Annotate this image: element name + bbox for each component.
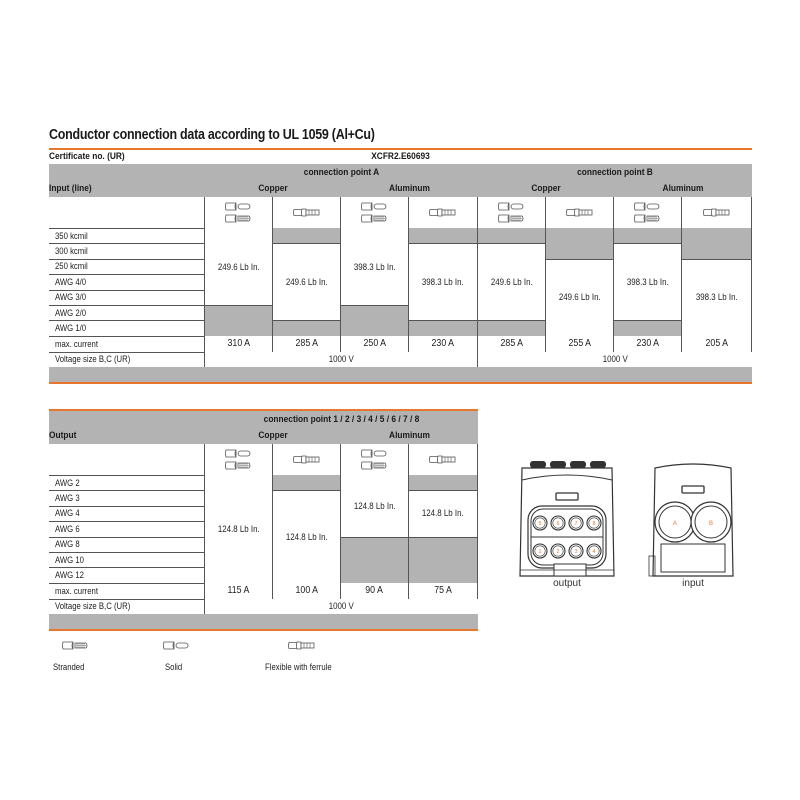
torque-value: 249.6 Lb In. <box>490 276 533 287</box>
conductor-size-label <box>49 490 205 505</box>
conductor-size-text: AWG 4 <box>55 508 80 519</box>
stranded-icon <box>498 214 526 223</box>
svg-text:A: A <box>672 521 678 527</box>
not-applicable-cell <box>273 475 341 490</box>
max-current-amps: 250 A <box>363 338 386 350</box>
not-applicable-cell <box>409 320 478 335</box>
segment-divider <box>341 305 409 306</box>
conductor-size-text: 300 kcmil <box>55 246 88 257</box>
voltage-value <box>205 352 478 367</box>
segment-divider <box>273 490 341 491</box>
material-label-aluminum: Aluminum <box>389 430 430 441</box>
conductor-size-text: 350 kcmil <box>55 230 88 241</box>
max-current-value <box>478 336 546 352</box>
segment-divider <box>478 243 546 244</box>
not-applicable-cell <box>478 228 546 243</box>
max-current-amps: 285 A <box>295 338 318 350</box>
conductor-icon-cell <box>478 197 546 228</box>
segment-divider <box>682 259 752 260</box>
legend-label: Flexible with ferrule <box>265 662 332 672</box>
not-applicable-cell <box>546 228 614 259</box>
max-current-value <box>614 336 682 352</box>
material-label-aluminum: Aluminum <box>389 183 430 194</box>
torque-value-cell <box>341 475 409 537</box>
ferrule-icon <box>293 208 321 217</box>
max-current-amps: 90 A <box>365 585 384 597</box>
voltage-rating: 1000 V <box>328 354 354 365</box>
torque-value: 398.3 Lb In. <box>626 276 669 287</box>
not-applicable-cell <box>409 537 478 583</box>
segment-divider <box>409 537 478 538</box>
input-terminal-block-drawing <box>643 458 743 583</box>
segment-divider <box>341 537 409 538</box>
torque-value-cell <box>682 259 752 336</box>
conductor-size-label <box>49 521 205 536</box>
max-current-value <box>409 336 478 352</box>
stranded-icon <box>361 461 389 470</box>
conductor-size-label <box>49 537 205 552</box>
ferrule-icon <box>703 208 731 217</box>
max-current-amps: 310 A <box>227 338 250 350</box>
max-current-amps: 230 A <box>636 338 659 350</box>
footer-band <box>49 367 752 382</box>
segment-divider <box>614 243 682 244</box>
not-applicable-cell <box>614 228 682 243</box>
conductor-size-text: AWG 2 <box>55 477 80 488</box>
conductor-size-label <box>49 305 205 320</box>
conductor-size-text: AWG 12 <box>55 570 84 581</box>
conductor-size-label <box>49 552 205 567</box>
conductor-size-label <box>49 228 205 243</box>
stranded-icon <box>225 214 253 223</box>
segment-divider <box>614 320 682 321</box>
torque-value: 124.8 Lb In. <box>422 508 464 519</box>
svg-text:2: 2 <box>556 549 560 555</box>
not-applicable-cell <box>341 305 409 336</box>
not-applicable-cell <box>205 305 273 336</box>
segment-divider <box>409 490 478 491</box>
conductor-icon-cell <box>409 197 478 228</box>
svg-text:7: 7 <box>574 521 578 527</box>
solid-icon <box>163 641 191 650</box>
max-current-amps: 100 A <box>295 585 318 597</box>
torque-value-cell <box>273 243 341 320</box>
torque-value: 249.6 Lb In. <box>285 276 328 287</box>
not-applicable-cell <box>409 228 478 243</box>
conductor-icon-cell <box>341 444 409 475</box>
torque-value-cell <box>546 259 614 336</box>
conductor-size-text: AWG 3/0 <box>55 292 87 303</box>
max-current-value <box>682 336 752 352</box>
torque-value: 398.3 Lb In. <box>353 261 396 272</box>
svg-text:6: 6 <box>556 521 560 527</box>
conductor-size-label <box>49 290 205 305</box>
ferrule-icon <box>288 641 316 650</box>
max-current-label <box>49 583 205 599</box>
torque-value-cell <box>205 228 273 305</box>
not-applicable-cell <box>341 537 409 583</box>
torque-value-cell <box>409 490 478 536</box>
max-current-value <box>341 336 409 352</box>
conductor-size-label <box>49 320 205 335</box>
max-current-label <box>49 336 205 352</box>
stranded-icon <box>62 641 90 650</box>
conductor-icon-cell <box>273 444 341 475</box>
conductor-size-text: AWG 3 <box>55 493 80 504</box>
svg-text:5: 5 <box>538 521 542 527</box>
not-applicable-cell <box>478 320 546 335</box>
voltage-text: Voltage size B,C (UR) <box>55 354 131 365</box>
segment-divider <box>205 305 273 306</box>
svg-text:4: 4 <box>592 549 596 555</box>
output-diagram-label: output <box>553 578 581 589</box>
footer-band <box>49 614 478 629</box>
voltage-label <box>49 599 205 614</box>
solid-icon <box>225 202 253 211</box>
row-divider <box>49 490 205 491</box>
voltage-rating: 1000 V <box>602 354 628 365</box>
torque-value: 124.8 Lb In. <box>285 531 328 542</box>
row-divider <box>49 259 205 260</box>
top-accent-line <box>49 148 752 150</box>
torque-value: 249.6 Lb In. <box>217 261 260 272</box>
input-diagram-label: input <box>682 578 704 589</box>
output-terminal-diagram <box>512 458 622 589</box>
stranded-icon <box>361 214 389 223</box>
material-label-aluminum: Aluminum <box>662 183 704 194</box>
row-divider <box>49 320 205 321</box>
bottom-accent-line <box>49 382 752 384</box>
svg-text:1: 1 <box>538 549 542 555</box>
conductor-size-text: 250 kcmil <box>55 261 88 272</box>
stranded-icon <box>634 214 662 223</box>
segment-divider <box>273 243 341 244</box>
row-header: Input (line) <box>49 183 92 194</box>
row-divider <box>49 567 205 568</box>
torque-value-cell <box>273 490 341 582</box>
voltage-rating: 1000 V <box>328 601 355 612</box>
torque-value-cell <box>205 475 273 583</box>
conductor-size-text: AWG 1/0 <box>55 323 87 334</box>
max-current-amps: 75 A <box>434 585 452 597</box>
solid-icon <box>634 202 662 211</box>
segment-divider <box>409 243 478 244</box>
max-current-amps: 205 A <box>705 338 728 350</box>
row-divider <box>49 305 205 306</box>
torque-value: 124.8 Lb In. <box>217 523 260 534</box>
legend-label: Solid <box>165 662 183 672</box>
conductor-size-label <box>49 567 205 582</box>
ferrule-icon <box>566 208 594 217</box>
svg-text:3: 3 <box>574 549 578 555</box>
legend-label: Stranded <box>53 662 85 672</box>
conductor-icon-cell <box>409 444 478 475</box>
segment-divider <box>546 259 614 260</box>
max-current-text: max. current <box>55 338 99 349</box>
conductor-size-label <box>49 506 205 521</box>
solid-icon <box>361 449 389 458</box>
torque-value: 249.6 Lb In. <box>558 292 601 303</box>
solid-icon <box>498 202 526 211</box>
conductor-size-text: AWG 2/0 <box>55 307 87 318</box>
torque-value: 398.3 Lb In. <box>422 276 464 287</box>
conductor-icon-cell <box>546 197 614 228</box>
conductor-size-label <box>49 243 205 258</box>
torque-value-cell <box>614 243 682 320</box>
conductor-icon-cell <box>341 197 409 228</box>
max-current-value <box>409 583 478 599</box>
row-divider <box>49 521 205 522</box>
conductor-icon-cell <box>614 197 682 228</box>
conductor-size-label <box>49 274 205 289</box>
segment-divider <box>478 320 546 321</box>
max-current-value <box>273 583 341 599</box>
bottom-accent-line <box>49 629 478 631</box>
page-title: Conductor connection data according to UL 1059 (Al+Cu) <box>49 127 375 143</box>
row-divider <box>49 506 205 507</box>
ferrule-icon <box>429 208 457 217</box>
material-label-copper: Copper <box>258 430 288 441</box>
svg-text:8: 8 <box>592 521 596 527</box>
conductor-icon-cell <box>273 197 341 228</box>
ferrule-icon <box>429 455 457 464</box>
material-label-copper: Copper <box>258 183 288 194</box>
row-divider <box>49 274 205 275</box>
connection-point-label: connection point B <box>577 167 653 178</box>
conductor-size-label <box>49 259 205 274</box>
torque-value: 124.8 Lb In. <box>353 500 396 511</box>
max-current-value <box>546 336 614 352</box>
conductor-size-text: AWG 8 <box>55 539 80 550</box>
solid-icon <box>361 202 389 211</box>
connection-point-label: connection point 1 / 2 / 3 / 4 / 5 / 6 / 7 / 8 <box>263 414 420 425</box>
not-applicable-cell <box>273 320 341 335</box>
not-applicable-cell <box>273 228 341 243</box>
certificate-number: XCFR2.E60693 <box>371 151 430 162</box>
voltage-text: Voltage size B,C (UR) <box>55 601 131 612</box>
conductor-size-text: AWG 10 <box>55 554 84 565</box>
voltage-value <box>205 599 478 614</box>
output-terminal-block-drawing <box>512 458 622 583</box>
row-divider <box>49 537 205 538</box>
max-current-value <box>205 583 273 599</box>
conductor-size-label <box>49 475 205 490</box>
connection-point-label: connection point A <box>303 167 380 178</box>
row-divider <box>49 290 205 291</box>
max-current-amps: 285 A <box>500 338 523 350</box>
conductor-icon-cell <box>205 197 273 228</box>
stranded-icon <box>225 461 253 470</box>
torque-value: 398.3 Lb In. <box>695 292 738 303</box>
conductor-size-text: AWG 4/0 <box>55 276 87 287</box>
conductor-icon-cell <box>682 197 752 228</box>
input-terminal-diagram <box>643 458 743 589</box>
segment-divider <box>273 320 341 321</box>
row-divider <box>49 552 205 553</box>
ferrule-icon <box>293 455 321 464</box>
not-applicable-cell <box>614 320 682 335</box>
torque-value-cell <box>409 243 478 320</box>
not-applicable-cell <box>682 228 752 259</box>
max-current-value <box>205 336 273 352</box>
max-current-amps: 255 A <box>568 338 591 350</box>
solid-icon <box>225 449 253 458</box>
not-applicable-cell <box>409 475 478 490</box>
material-label-copper: Copper <box>531 183 561 194</box>
row-header: Output <box>49 430 77 441</box>
row-divider <box>49 243 205 244</box>
voltage-value <box>478 352 752 367</box>
max-current-text: max. current <box>55 585 99 596</box>
voltage-label <box>49 352 205 367</box>
conductor-size-text: AWG 6 <box>55 523 80 534</box>
max-current-value <box>341 583 409 599</box>
segment-divider <box>409 320 478 321</box>
max-current-amps: 230 A <box>431 338 455 350</box>
torque-value-cell <box>478 243 546 320</box>
conductor-icon-cell <box>205 444 273 475</box>
svg-text:B: B <box>708 521 714 527</box>
max-current-amps: 115 A <box>227 585 250 597</box>
certificate-label: Certificate no. (UR) <box>49 151 125 162</box>
max-current-value <box>273 336 341 352</box>
torque-value-cell <box>341 228 409 305</box>
